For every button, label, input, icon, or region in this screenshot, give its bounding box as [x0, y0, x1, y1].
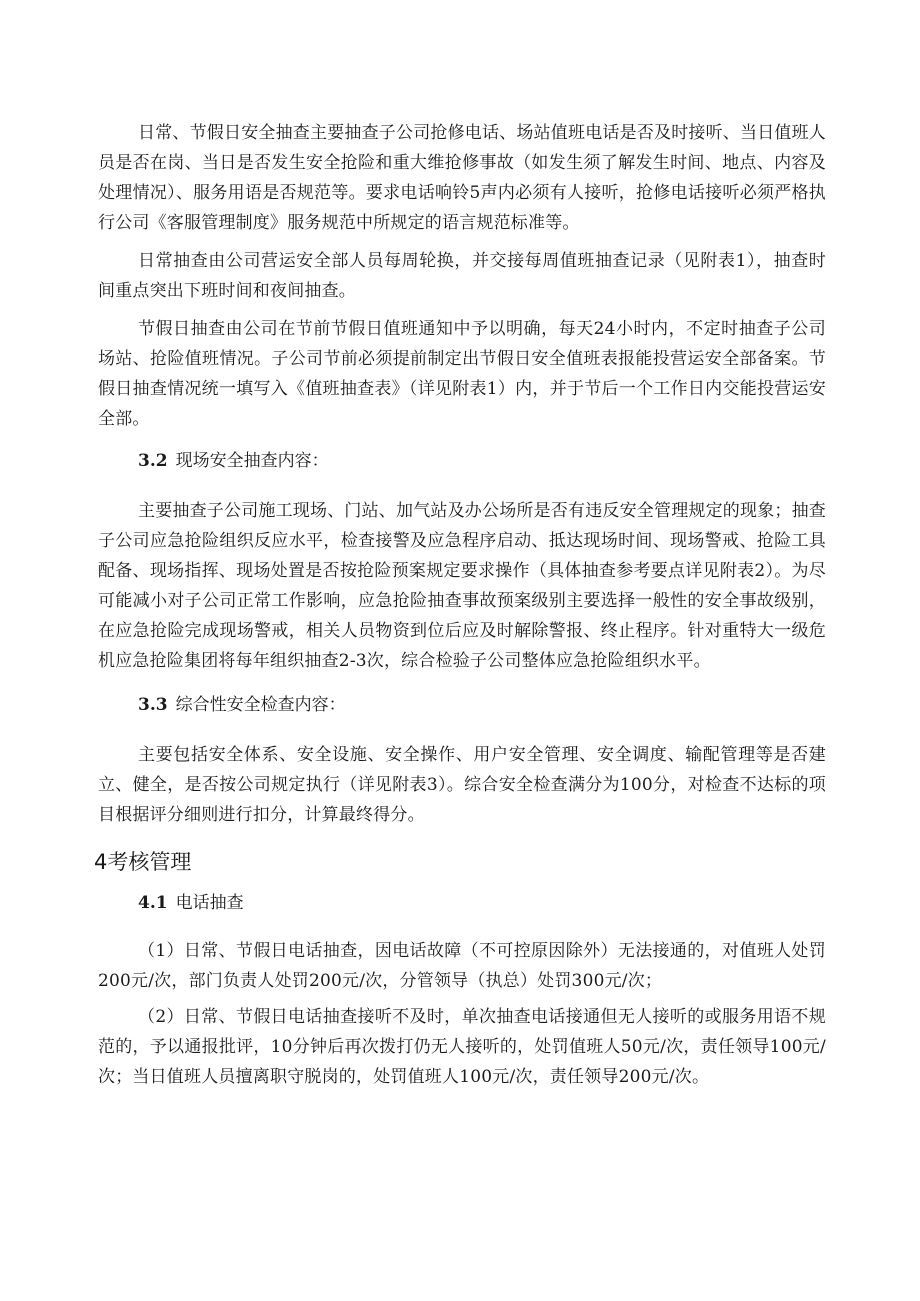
list-item-phone-fault: （1）日常、节假日电话抽查，因电话故障（不可控原因除外）无法接通的，对值班人处罚200元/次，部门负责人处罚200元/次，分管领导（执总）处罚300元/次；	[98, 941, 826, 991]
chapter-4-heading: 4考核管理	[94, 850, 192, 874]
section-3-3-heading	[98, 690, 826, 720]
paragraph-daily-holiday-inspection: 日常、节假日安全抽查主要抽查子公司抢修电话、场站值班电话是否及时接听、当日值班人员是否在岗、当日是否发生安全抢险和重大维抢修事故（如发生须了解发生时间、地点、内容及处理情况）、服务用语是否规范等。要求电话响铃5声内必须有人接听，抢修电话接听必须严格执行公司《客服管理制度》服务规范中所规定的语言规范标准等。	[98, 123, 826, 233]
section-title: 综合性安全检查内容：	[175, 695, 346, 715]
section-number: 4.1	[138, 893, 168, 913]
list-item-phone-late: （2）日常、节假日电话抽查接听不及时，单次抽查电话接通但无人接听的或服务用语不规范的，予以通报批评，10分钟后再次拨打仍无人接听的，处罚值班人50元/次，责任领导100元/次；当日值班人员擅离职守脱岗的，处罚值班人100元/次，责任领导200元/次。	[98, 1007, 826, 1087]
section-title: 电话抽查	[175, 893, 244, 913]
document-page	[94, 118, 826, 1098]
section-4-1-heading	[98, 888, 826, 918]
paragraph-daily-inspection: 日常抽查由公司营运安全部人员每周轮换，并交接每周值班抽查记录（见附表1），抽查时间重点突出下班时间和夜间抽查。	[98, 251, 826, 301]
paragraph-site-inspection: 主要抽查子公司施工现场、门站、加气站及办公场所是否有违反安全管理规定的现象；抽查子公司应急抢险组织反应水平，检查接警及应急程序启动、抵达现场时间、现场警戒、抢险工具配备、现场指挥、现场处置是否按抢险预案规定要求操作（具体抽查参考要点详见附表2）。为尽可能减小对子公司正常工作影响，应急抢险抽查事故预案级别主要选择一般性的安全事故级别，在应急抢险完成现场警戒，相关人员物资到位后应及时解除警报、终止程序。针对重特大一级危机应急抢险集团将每年组织抽查2-3次，综合检验子公司整体应急抢险组织水平。	[98, 501, 826, 671]
section-3-2-heading	[98, 446, 826, 476]
section-number: 3.3	[138, 695, 168, 715]
section-title: 现场安全抽查内容：	[175, 451, 329, 471]
section-number: 3.2	[138, 451, 168, 471]
paragraph-holiday-inspection: 节假日抽查由公司在节前节假日值班通知中予以明确，每天24小时内，不定时抽查子公司场站、抢险值班情况。子公司节前必须提前制定出节假日安全值班表报能投营运安全部备案。节假日抽查情况统一填写入《值班抽查表》（详见附表1）内，并于节后一个工作日内交能投营运安全部。	[98, 319, 826, 429]
paragraph-comprehensive-inspection: 主要包括安全体系、安全设施、安全操作、用户安全管理、安全调度、输配管理等是否建立、健全，是否按公司规定执行（详见附表3）。综合安全检查满分为100分，对检查不达标的项目根据评分细则进行扣分，计算最终得分。	[98, 745, 826, 825]
